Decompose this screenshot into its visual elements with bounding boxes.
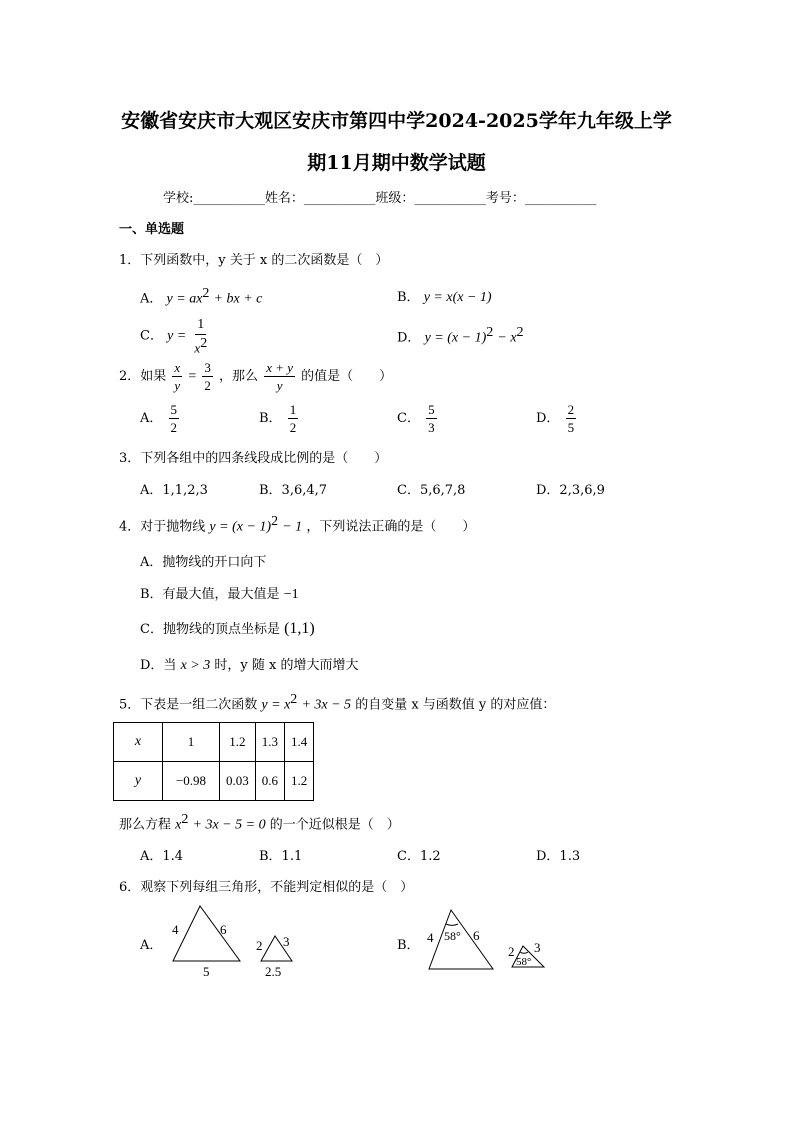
angle-arc (446, 924, 458, 925)
angle-label: 58° (444, 929, 461, 943)
denominator: y (276, 378, 283, 393)
fraction (566, 403, 577, 434)
denominator: 3 (428, 420, 435, 435)
q5-option-a[interactable]: A．1.4 (140, 849, 184, 864)
table-cell: y (114, 762, 163, 801)
q2-option-c[interactable] (397, 403, 439, 434)
q5-option-b[interactable]: B．1.1 (259, 849, 303, 864)
table-cell: 0.6 (255, 762, 284, 801)
q6-stem: 6．观察下列每组三角形，不能判定相似的是（ ） (119, 880, 414, 895)
option-text: 时，y 随 x 的增大而增大 (214, 658, 359, 673)
option-label: A． (140, 411, 163, 426)
fraction (426, 403, 437, 434)
option-label: B． (259, 411, 282, 426)
option-label: C． (397, 411, 420, 426)
math: −1 (283, 587, 299, 602)
q1-option-b[interactable] (397, 286, 492, 306)
student-info-line: 学校:___________姓名：___________班级：___________考号：___________ (163, 191, 597, 206)
q1-option-a[interactable]: A． $y = ax^2$ + bx + c (140, 286, 263, 307)
triangle-figure-b (420, 898, 560, 983)
option-label: A． (140, 291, 163, 307)
side-label: 6 (473, 928, 480, 943)
math: y = x (261, 697, 291, 713)
q3-option-a[interactable]: A．1,1,2,3 (140, 483, 208, 498)
denominator: 5 (567, 420, 575, 435)
numerator: 1 (195, 318, 206, 335)
q5-option-c[interactable]: C．1.2 (397, 849, 441, 864)
q3-option-c[interactable]: C．5,6,7,8 (397, 483, 466, 498)
option-text: C．抛物线的顶点坐标是 (140, 622, 280, 637)
q6-option-a[interactable]: A． (140, 938, 163, 953)
math: + bx + c (213, 291, 263, 307)
text: 的一个近似根是（ ） (269, 817, 400, 833)
denominator: 2 (289, 420, 297, 435)
math: x > 3 (180, 658, 211, 673)
side-label: 3 (283, 934, 290, 949)
fraction (172, 361, 182, 392)
q1-option-c[interactable] (140, 318, 211, 354)
side-label: 5 (203, 964, 210, 979)
table-cell: 1.2 (285, 762, 314, 801)
table-cell: 1 (163, 723, 220, 762)
value-table (113, 722, 314, 801)
q1-option-d[interactable]: D． $y = (x - 1)^2 - x^2$ (397, 325, 524, 346)
numerator: 3 (204, 360, 211, 375)
fraction (288, 403, 299, 434)
angle-arc (520, 952, 528, 953)
option-label: B． (397, 290, 420, 305)
side-label: 2.5 (265, 964, 282, 979)
q3-option-b[interactable]: B．3,6,4,7 (259, 483, 328, 498)
table-cell: 0.03 (220, 762, 256, 801)
text: 4．对于抛物线 (119, 519, 206, 535)
q4-option-a[interactable]: A．抛物线的开口向下 (140, 555, 267, 570)
q6-option-b[interactable]: B． (397, 938, 420, 953)
table-cell: 1.3 (255, 723, 284, 762)
text: 5．下表是一组二次函数 (119, 697, 258, 713)
text: ，那么 (219, 369, 259, 384)
q5-stem: 5．下表是一组二次函数 $y = x^2 + 3x - 5$ 的自变量 x 与函数值 y 的对应值： (119, 692, 556, 713)
numerator: 5 (170, 402, 178, 417)
q3-stem: 3．下列各组中的四条线段成比例的是（ ） (119, 451, 388, 466)
title-line-2: 期11月期中数学试题 (307, 152, 486, 174)
math: (1,1) (284, 620, 315, 637)
denominator: 2 (204, 378, 211, 393)
equals: = (188, 369, 197, 384)
denominator: x (194, 340, 201, 356)
text: 的值是（ ） (301, 369, 393, 384)
numerator: x (174, 360, 181, 375)
side-label: 4 (172, 922, 179, 937)
fraction: $\frac{1}{x^2}$ (194, 317, 208, 356)
table-row (114, 723, 314, 762)
q1-stem: 1．下列函数中，y 关于 x 的二次函数是（ ） (119, 253, 389, 268)
math: x (175, 817, 182, 833)
side-label: 2 (256, 938, 263, 953)
math: y = x(x − 1) (423, 290, 492, 305)
table-cell: x (114, 723, 163, 762)
fraction (264, 361, 295, 392)
side-label: 4 (427, 930, 434, 945)
table-cell: 1.4 (285, 723, 314, 762)
math: − 1 (282, 519, 303, 535)
large-triangle (429, 910, 493, 969)
numerator: 1 (289, 402, 297, 417)
q2-stem (119, 361, 392, 392)
denominator: 2 (170, 420, 178, 435)
math: + 3x − 5 (301, 697, 352, 713)
math: + 3x − 5 = 0 (192, 817, 266, 833)
section-heading: 一、单选题 (119, 222, 185, 237)
q2-option-d[interactable] (536, 403, 578, 434)
denominator: y (174, 378, 181, 393)
text: 2．如果 (119, 369, 167, 384)
numerator: 5 (428, 402, 435, 417)
q4-option-c[interactable] (140, 618, 315, 638)
triangle-figure-a (160, 898, 310, 983)
math: y = ax (166, 291, 203, 307)
side-label: 6 (220, 922, 227, 937)
q2-option-b[interactable] (259, 403, 300, 434)
q5-follow-up: 那么方程 $x^2 + 3x - 5 = 0$ 的一个近似根是（ ） (119, 812, 400, 833)
table-cell: −0.98 (163, 762, 220, 801)
option-label: C． (140, 328, 163, 344)
text: 的自变量 x 与函数值 y 的对应值： (355, 697, 556, 713)
text: 那么方程 (119, 817, 172, 833)
q4-option-d[interactable] (140, 654, 358, 674)
math: y = (x − 1) (209, 519, 272, 535)
option-text: D．当 (140, 658, 177, 673)
option-label: D． (397, 330, 421, 346)
numerator: x + y (266, 360, 293, 375)
math: y = (x − 1) (424, 330, 487, 346)
table-row (114, 762, 314, 801)
q4-option-b[interactable] (140, 583, 299, 603)
q3-option-d[interactable]: D．2,3,6,9 (536, 483, 605, 498)
q5-option-d[interactable]: D．1.3 (536, 849, 581, 864)
table-cell: 1.2 (220, 723, 256, 762)
title-line-1: 安徽省安庆市大观区安庆市第四中学2024-2025学年九年级上学 (121, 110, 672, 132)
q2-option-a[interactable] (140, 403, 181, 434)
angle-label: 58° (516, 956, 532, 968)
fraction (202, 361, 213, 392)
option-label: D． (536, 411, 560, 426)
large-triangle (173, 906, 240, 961)
side-label: 3 (534, 940, 541, 955)
option-text: B．有最大值，最大值是 (140, 587, 280, 602)
q4-stem: 4．对于抛物线 $y = (x - 1)^2 - 1$ ，下列说法正确的是（ ） (119, 514, 476, 535)
text: ，下列说法正确的是（ ） (306, 519, 476, 535)
math: − x (497, 330, 517, 346)
fraction (169, 403, 180, 434)
math: y = (167, 328, 187, 344)
numerator: 2 (567, 402, 575, 417)
side-label: 2 (508, 944, 515, 959)
